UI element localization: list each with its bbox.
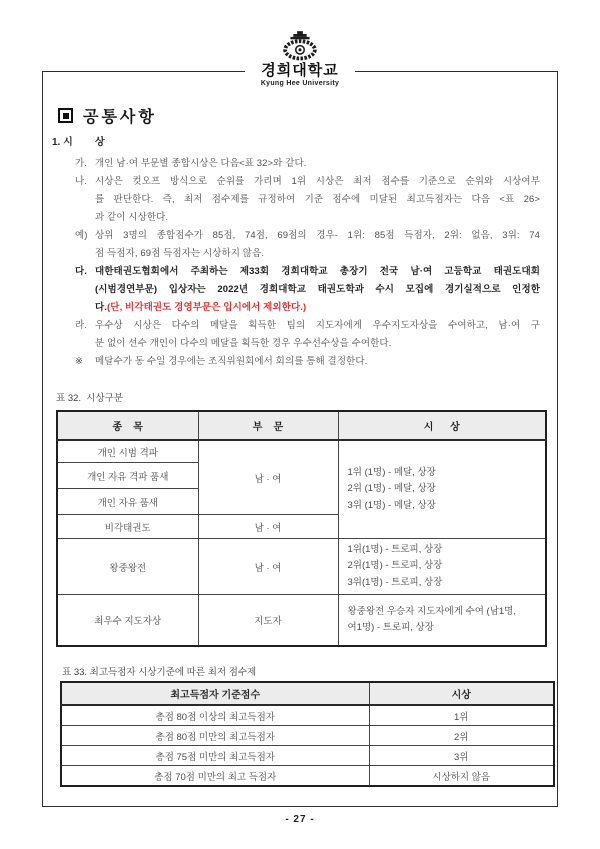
cell-award-coach <box>338 595 546 647</box>
body-text <box>75 155 540 371</box>
page-number: - 27 - <box>285 814 315 825</box>
cell-division: 지도자 <box>198 595 338 647</box>
header-cell-event: 종 목 <box>57 411 198 440</box>
header-cell-division: 부 문 <box>198 411 338 440</box>
header-cell-award: 시 상 <box>338 411 546 440</box>
award-line: 3위 (1명) - 메달, 상장 <box>347 499 436 511</box>
cell-award: 2위 <box>369 726 554 746</box>
item-na <box>75 173 540 227</box>
university-name-en: Kyung Hee University <box>260 80 340 87</box>
award-line: 2위(1명) - 트로피, 상장 <box>347 560 443 572</box>
item-label: 라. <box>75 320 88 331</box>
item-label: 가. <box>75 158 88 169</box>
item-label: 다. <box>75 266 88 277</box>
cell-criteria: 총점 75점 미만의 최고득점자 <box>61 746 369 766</box>
cell-division: 남 · 여 <box>198 539 338 595</box>
cell-award-trophies <box>338 539 546 595</box>
table-row <box>57 539 546 595</box>
item-ga <box>75 155 540 173</box>
item-line: 과 같이 시상한다. <box>95 212 169 223</box>
award-line: 2위 (1명) - 메달, 상장 <box>347 483 436 495</box>
cell-award: 3위 <box>369 746 554 766</box>
doc-title <box>58 104 157 127</box>
table-row <box>61 726 554 746</box>
item-line <box>95 299 540 317</box>
table-row <box>61 746 554 766</box>
item-example <box>75 227 540 263</box>
header-cell-criteria: 최고득점자 기준점수 <box>61 682 369 705</box>
university-crest-icon <box>277 31 323 61</box>
cell-event: 비각태권도 <box>57 515 198 539</box>
cell-award: 1위 <box>369 705 554 726</box>
award-line: 여1명) - 트로피, 상장 <box>347 622 434 633</box>
item-note <box>75 353 540 371</box>
award-line: 1위 (1명) - 메달, 상장 <box>347 466 436 478</box>
cell-division: 남 · 여 <box>198 515 338 539</box>
item-label: ※ <box>75 356 84 367</box>
award-classification-table <box>56 410 547 647</box>
award-line: 왕중왕전 우승자 지도자에게 수여 (남1명, <box>347 605 516 617</box>
cell-event: 왕중왕전 <box>57 539 198 595</box>
item-line: 시상은 컷오프 방식으로 순위를 가리며 1위 시상은 최저 점수를 기준으로 순위와 시상여부 <box>95 176 540 187</box>
item-line: 우수상 시상은 다수의 메달을 획득한 팀의 지도자에게 우수지도자상을 수여하고, 남·여 구 <box>95 320 540 331</box>
item-line: 개인 남·여 부문별 종합시상은 다음<표 32>와 같다. <box>95 158 307 169</box>
table-row <box>57 440 546 463</box>
cell-criteria: 총점 80점 이상의 최고득점자 <box>61 705 369 726</box>
item-label: 나. <box>75 176 88 187</box>
cell-criteria: 총점 80점 미만의 최고득점자 <box>61 726 369 746</box>
title-square-icon <box>58 108 73 123</box>
cell-event: 개인 시범 격파 <box>57 440 198 463</box>
table-header-row <box>61 682 554 705</box>
item-label: 예) <box>75 230 88 241</box>
item-line: (시범경연부문) 입상자는 2022년 경희대학교 태권도학과 수시 모집에 경기실적으로 인정한 <box>95 284 540 295</box>
section-heading: 1. 시 상 <box>52 137 105 148</box>
table-row <box>61 766 554 787</box>
university-logo <box>0 31 600 90</box>
table33-caption: 표 33. 최고득점자 시상기준에 따른 최저 점수제 <box>62 667 257 678</box>
item-line: 상위 3명의 종합점수가 85점, 74점, 69점의 경우- 1위: 85점 득점자, 2위: 없음, 3위: 74 <box>95 230 540 241</box>
cell-event: 최우수 지도자상 <box>57 595 198 647</box>
item-line: 점 득점자, 69점 득점자는 시상하지 않음. <box>95 248 265 259</box>
item-line: 메달수가 동 수일 경우에는 조직위원회에서 회의를 통해 결정한다. <box>95 356 368 367</box>
item-ra <box>75 317 540 353</box>
doc-title-text: 공통사항 <box>83 109 157 126</box>
cell-event: 개인 자유 품새 <box>57 489 198 515</box>
item-da <box>75 263 540 317</box>
score-criteria-table <box>60 681 555 787</box>
item-line: 분 없이 선수 개인이 다수의 메달을 획득한 경우 우수선수상을 수여한다. <box>95 338 392 349</box>
item-line: 를 판단한다. 즉, 최저 점수제를 규정하여 기준 점수에 미달된 최고득점자는 다음 <표 26> <box>95 194 540 205</box>
university-logo-block <box>245 31 355 88</box>
header-cell-award: 시상 <box>369 682 554 705</box>
item-line-black: 다. <box>95 302 108 313</box>
cell-award: 시상하지 않음 <box>369 766 554 787</box>
cell-criteria: 총점 70점 미만의 최고 득점자 <box>61 766 369 787</box>
cell-event: 개인 자유 격파 품새 <box>57 463 198 489</box>
cell-division-merged: 남 · 여 <box>198 440 338 515</box>
table-row <box>57 595 546 647</box>
award-line: 1위(1명) - 트로피, 상장 <box>347 543 443 555</box>
award-line: 3위(1명) - 트로피, 상장 <box>347 576 443 588</box>
cell-award-medals <box>338 440 546 539</box>
item-line: 대한태권도협회에서 주최하는 제33회 경희대학교 총장기 전국 남·여 고등학교 태권도대회 <box>95 266 540 277</box>
university-name-kr: 경희대학교 <box>261 62 339 79</box>
table-row <box>61 705 554 726</box>
table32-caption: 표 32. 시상구분 <box>56 393 124 404</box>
item-line-red: (단, 비각태권도 경영부문은 입시에서 제외한다.) <box>107 302 307 313</box>
table-header-row <box>57 411 546 440</box>
